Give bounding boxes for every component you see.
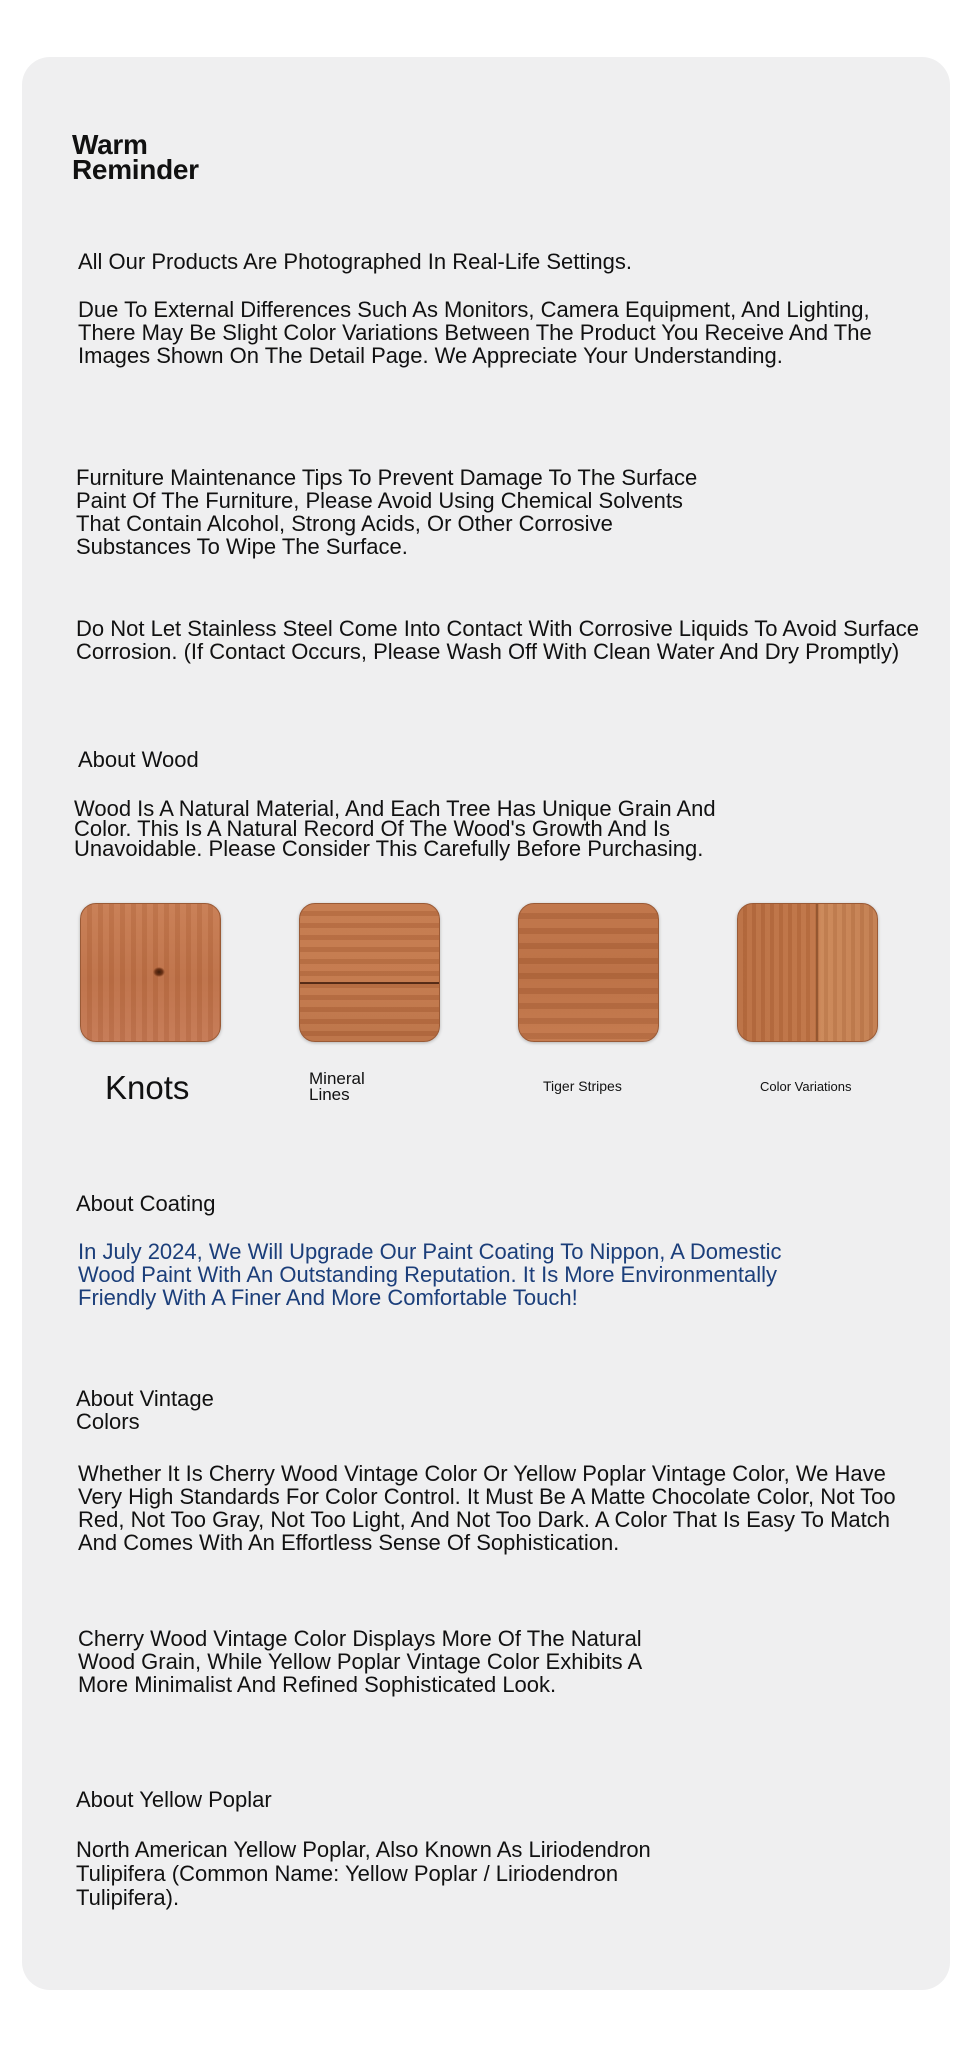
swatch-label-mineral-lines: Mineral Lines	[309, 1069, 365, 1104]
maintenance-tip-stainless-steel: Do Not Let Stainless Steel Come Into Contact With Corrosive Liquids To Avoid Surface Corrosion. (If Contact Occurs, Please Wash Off With Clean Water And Dry Promptly)	[76, 616, 919, 664]
wood-color-variation-swatch	[737, 903, 878, 1042]
vintage-color-standards: Whether It Is Cherry Wood Vintage Color Or Yellow Poplar Vintage Color, We Have Very High Standards For Color Control. It Must Be A Matte Chocolate Color, Not Too Red, Not Too Gray, Not Too Light, And Not Too Dark. A Color That Is Easy To Match And Comes With An Effortless Sense Of Sophistication.	[78, 1461, 896, 1555]
page-title: Warm Reminder	[72, 129, 199, 185]
reminder-line-photographed: All Our Products Are Photographed In Real-Life Settings.	[78, 249, 632, 274]
reminder-line-color-variations: Due To External Differences Such As Monitors, Camera Equipment, And Lighting, There May Be Slight Color Variations Between The Product You Receive And The Images Shown On The Detail Page. We Appreciate Your Understanding.	[78, 297, 872, 368]
section-heading-yellow-poplar: About Yellow Poplar	[76, 1787, 272, 1812]
wood-mineral-line-swatch	[299, 903, 440, 1042]
section-heading-coating: About Coating	[76, 1191, 216, 1216]
yellow-poplar-description: North American Yellow Poplar, Also Known As Liriodendron Tulipifera (Common Name: Yellow Poplar / Liriodendron Tulipifera).	[76, 1837, 651, 1910]
swatch-label-color-variations: Color Variations	[760, 1079, 852, 1094]
swatch-label-tiger-stripes: Tiger Stripes	[543, 1078, 622, 1094]
wood-tiger-stripe-swatch	[518, 903, 659, 1042]
section-heading-wood: About Wood	[78, 747, 199, 772]
vintage-color-comparison: Cherry Wood Vintage Color Displays More Of The Natural Wood Grain, While Yellow Poplar Vintage Color Exhibits A More Minimalist And Refined Sophisticated Look.	[78, 1626, 642, 1697]
swatch-label-knots: Knots	[105, 1069, 190, 1106]
coating-description: In July 2024, We Will Upgrade Our Paint Coating To Nippon, A Domestic Wood Paint With An Outstanding Reputation. It Is More Environmentally Friendly With A Finer And More Comfortable Touch!	[78, 1239, 782, 1310]
section-heading-vintage-colors: About Vintage Colors	[76, 1386, 214, 1434]
wood-knot-swatch	[80, 903, 221, 1042]
maintenance-tip-chemicals: Furniture Maintenance Tips To Prevent Damage To The Surface Paint Of The Furniture, Please Avoid Using Chemical Solvents That Contain Alcohol, Strong Acids, Or Other Corrosive Substances To Wipe The Surface.	[76, 465, 698, 559]
wood-description: Wood Is A Natural Material, And Each Tree Has Unique Grain And Color. This Is A Natural Record Of The Wood's Growth And Is Unavoidable. Please Consider This Carefully Before Purchasing.	[74, 796, 716, 861]
